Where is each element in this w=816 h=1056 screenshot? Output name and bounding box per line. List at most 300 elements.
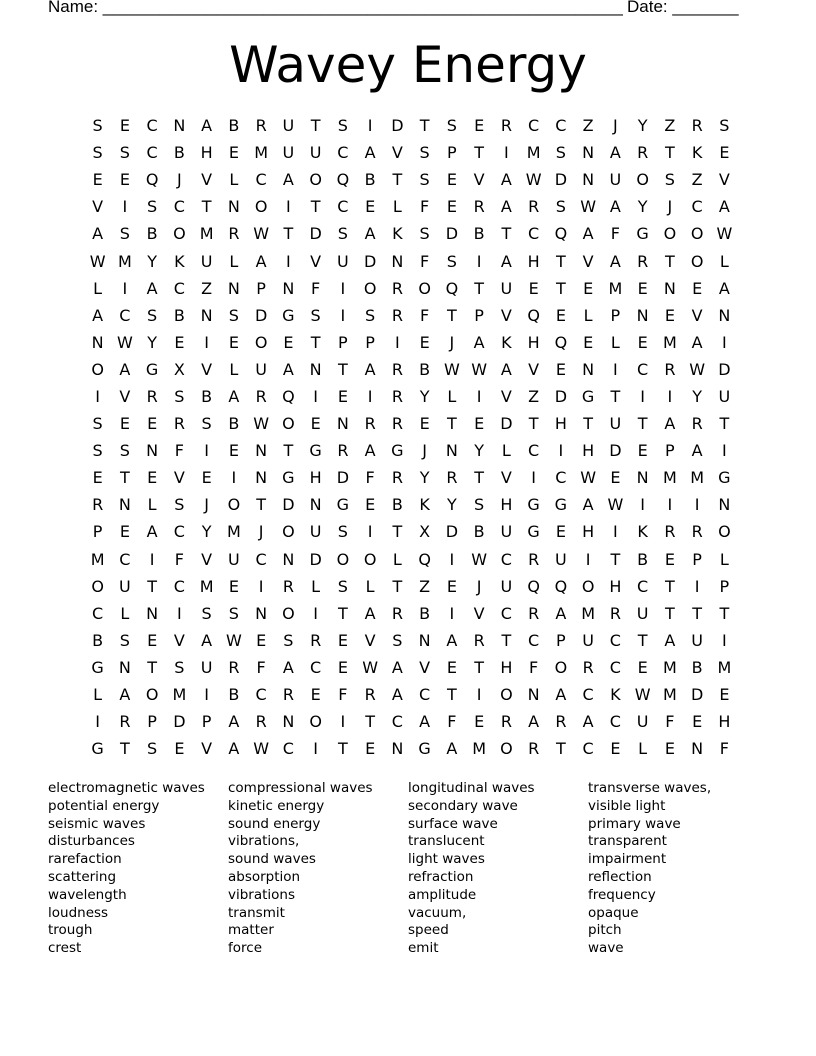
grid-letter: K: [419, 495, 430, 515]
grid-letter: E: [637, 441, 648, 461]
grid-letter: F: [420, 305, 430, 325]
grid-letter: A: [555, 603, 567, 623]
grid-letter: A: [364, 359, 376, 379]
grid-letter: I: [640, 386, 645, 406]
grid-letter: S: [119, 441, 130, 461]
grid-letter: N: [391, 251, 404, 271]
grid-letter: D: [309, 549, 322, 569]
grid-letter: I: [313, 603, 318, 623]
grid-letter: D: [391, 116, 404, 136]
grid-letter: N: [200, 305, 213, 325]
grid-letter: U: [309, 522, 322, 542]
grid-letter: A: [228, 386, 240, 406]
grid-letter: Q: [527, 576, 540, 596]
grid-letter: M: [662, 685, 677, 705]
grid-letter: I: [149, 549, 155, 569]
word-bank-item: seismic waves: [48, 815, 146, 832]
grid-letter: I: [722, 332, 727, 352]
grid-letter: H: [582, 441, 595, 461]
grid-letter: I: [667, 386, 673, 406]
grid-letter: F: [610, 224, 620, 244]
grid-letter: E: [637, 332, 648, 352]
grid-letter: T: [392, 576, 403, 596]
word-bank-item: secondary wave: [408, 797, 518, 814]
grid-letter: R: [391, 386, 403, 406]
grid-letter: C: [173, 197, 185, 217]
grid-letter: V: [473, 603, 485, 623]
grid-letter: R: [391, 603, 403, 623]
grid-letter: R: [391, 305, 403, 325]
word-bank-item: compressional waves: [228, 780, 373, 796]
grid-letter: E: [692, 712, 703, 732]
grid-letter: A: [446, 739, 458, 759]
grid-letter: E: [365, 197, 376, 217]
grid-letter: L: [583, 305, 593, 325]
grid-letter: N: [146, 441, 159, 461]
grid-letter: E: [446, 197, 457, 217]
grid-letter: R: [528, 739, 540, 759]
grid-letter: N: [582, 359, 595, 379]
grid-letter: V: [201, 549, 213, 569]
grid-letter: R: [664, 359, 676, 379]
grid-letter: L: [311, 576, 321, 596]
grid-letter: T: [446, 414, 457, 434]
grid-letter: E: [610, 468, 621, 488]
grid-letter: S: [92, 414, 103, 434]
grid-letter: V: [201, 739, 213, 759]
worksheet-header: [0, 0, 816, 21]
grid-letter: T: [446, 685, 457, 705]
grid-row: [84, 627, 738, 654]
grid-letter: K: [174, 251, 185, 271]
grid-letter: L: [638, 739, 648, 759]
grid-row: [84, 518, 738, 545]
grid-letter: E: [365, 739, 376, 759]
grid-letter: M: [199, 576, 214, 596]
grid-row: [84, 654, 738, 681]
grid-letter: T: [474, 278, 485, 298]
grid-letter: U: [500, 278, 513, 298]
grid-letter: E: [555, 305, 566, 325]
grid-letter: F: [447, 712, 457, 732]
grid-letter: T: [446, 305, 457, 325]
grid-letter: I: [122, 197, 128, 217]
word-bank-item: scattering: [48, 868, 117, 885]
grid-letter: J: [177, 170, 182, 190]
grid-letter: K: [691, 143, 703, 163]
grid-letter: S: [419, 143, 430, 163]
grid-letter: R: [691, 414, 703, 434]
grid-letter: B: [228, 116, 240, 136]
grid-letter: I: [640, 495, 645, 515]
grid-letter: T: [501, 630, 512, 650]
grid-letter: O: [500, 739, 513, 759]
grid-letter: R: [282, 685, 294, 705]
grid-letter: E: [337, 630, 348, 650]
grid-letter: E: [310, 414, 321, 434]
grid-letter: L: [93, 685, 103, 705]
grid-letter: C: [146, 116, 158, 136]
grid-letter: Q: [418, 549, 431, 569]
grid-letter: A: [419, 712, 431, 732]
grid-letter: O: [336, 549, 350, 569]
grid-letter: S: [474, 495, 485, 515]
grid-letter: T: [256, 495, 267, 515]
grid-letter: Q: [445, 278, 459, 298]
grid-letter: O: [363, 549, 377, 569]
grid-letter: N: [227, 197, 240, 217]
grid-letter: Z: [582, 116, 594, 136]
grid-letter: R: [528, 549, 540, 569]
grid-letter: A: [364, 224, 376, 244]
grid-row: [84, 681, 738, 708]
name-field-label: Name: _______________________________________________________: [48, 0, 623, 16]
grid-letter: T: [147, 657, 158, 677]
grid-letter: L: [229, 359, 239, 379]
grid-letter: S: [337, 224, 348, 244]
grid-letter: F: [256, 657, 266, 677]
grid-letter: T: [583, 414, 594, 434]
grid-letter: C: [637, 359, 649, 379]
grid-letter: F: [665, 712, 675, 732]
grid-letter: T: [664, 603, 675, 623]
grid-row: [84, 166, 738, 193]
grid-letter: D: [309, 224, 322, 244]
grid-letter: T: [310, 116, 321, 136]
grid-letter: I: [476, 251, 482, 271]
grid-letter: B: [419, 603, 431, 623]
grid-letter: O: [282, 603, 295, 623]
grid-letter: F: [420, 197, 430, 217]
grid-letter: Q: [145, 170, 159, 190]
grid-letter: R: [255, 712, 267, 732]
grid-letter: T: [555, 251, 566, 271]
grid-letter: T: [119, 739, 130, 759]
grid-letter: Z: [528, 386, 540, 406]
grid-letter: Y: [419, 468, 430, 488]
grid-letter: O: [718, 522, 731, 542]
word-bank-item: vibrations,: [228, 833, 300, 850]
grid-letter: W: [362, 657, 379, 677]
grid-letter: I: [694, 576, 700, 596]
grid-row: [84, 464, 738, 491]
grid-letter: I: [313, 386, 318, 406]
grid-letter: V: [119, 386, 131, 406]
grid-letter: O: [91, 576, 104, 596]
grid-letter: V: [173, 630, 185, 650]
grid-letter: N: [636, 305, 649, 325]
grid-letter: W: [689, 359, 706, 379]
grid-letter: M: [662, 657, 677, 677]
grid-letter: O: [227, 495, 241, 515]
grid-letter: M: [690, 468, 705, 488]
grid-letter: U: [337, 251, 349, 271]
grid-letter: H: [554, 414, 567, 434]
grid-letter: S: [92, 143, 103, 163]
grid-letter: R: [555, 712, 567, 732]
grid-letter: B: [473, 224, 485, 244]
grid-letter: E: [147, 468, 158, 488]
grid-letter: A: [473, 332, 485, 352]
grid-row: [84, 112, 738, 139]
grid-letter: B: [364, 170, 376, 190]
grid-letter: N: [282, 278, 295, 298]
grid-letter: E: [201, 468, 212, 488]
grid-letter: C: [500, 603, 512, 623]
word-bank-item: rarefaction: [48, 851, 122, 868]
grid-letter: E: [147, 630, 158, 650]
grid-letter: U: [309, 143, 322, 163]
grid-letter: C: [173, 576, 185, 596]
grid-letter: I: [367, 386, 373, 406]
grid-letter: K: [501, 332, 512, 352]
grid-letter: Q: [527, 305, 540, 325]
grid-letter: T: [392, 522, 403, 542]
grid-letter: D: [445, 522, 459, 542]
grid-letter: U: [500, 576, 513, 596]
word-bank-item: sound waves: [228, 851, 316, 868]
grid-letter: A: [582, 224, 594, 244]
grid-letter: V: [173, 468, 185, 488]
grid-letter: C: [173, 522, 185, 542]
grid-letter: U: [255, 359, 267, 379]
grid-letter: B: [173, 305, 185, 325]
word-bank-item: absorption: [228, 868, 301, 885]
word-bank-item: loudness: [48, 904, 109, 921]
grid-letter: A: [446, 630, 458, 650]
grid-letter: K: [637, 522, 648, 542]
grid-letter: I: [340, 278, 346, 298]
grid-letter: I: [613, 359, 618, 379]
grid-letter: T: [392, 170, 403, 190]
grid-letter: M: [172, 685, 187, 705]
grid-letter: O: [363, 278, 377, 298]
grid-letter: S: [419, 224, 430, 244]
grid-letter: B: [391, 495, 403, 515]
grid-letter: P: [610, 305, 621, 325]
grid-letter: W: [525, 170, 542, 190]
grid-letter: Y: [637, 197, 648, 217]
grid-letter: I: [367, 522, 373, 542]
grid-letter: E: [664, 549, 675, 569]
grid-letter: F: [365, 468, 375, 488]
grid-letter: C: [173, 278, 185, 298]
grid-letter: V: [310, 251, 322, 271]
grid-letter: E: [92, 170, 103, 190]
grid-letter: U: [200, 657, 213, 677]
grid-letter: V: [419, 657, 431, 677]
grid-letter: D: [363, 251, 377, 271]
grid-row: [84, 573, 738, 600]
grid-letter: S: [446, 116, 457, 136]
grid-letter: T: [664, 143, 675, 163]
grid-letter: T: [283, 441, 294, 461]
grid-letter: M: [254, 143, 269, 163]
grid-letter: J: [258, 522, 264, 542]
grid-letter: I: [340, 305, 346, 325]
grid-letter: R: [473, 197, 485, 217]
grid-letter: D: [500, 414, 513, 434]
grid-letter: S: [283, 630, 294, 650]
grid-letter: R: [691, 522, 703, 542]
grid-letter: A: [364, 441, 376, 461]
grid-letter: I: [204, 441, 209, 461]
grid-letter: A: [255, 251, 267, 271]
word-bank-item: force: [228, 940, 262, 957]
grid-letter: I: [395, 332, 400, 352]
grid-letter: I: [449, 603, 455, 623]
grid-letter: A: [691, 332, 703, 352]
grid-letter: Q: [336, 170, 350, 190]
grid-letter: V: [92, 197, 104, 217]
grid-letter: N: [282, 549, 295, 569]
grid-letter: Y: [446, 495, 457, 515]
grid-letter: I: [558, 441, 564, 461]
grid-letter: I: [231, 468, 237, 488]
grid-letter: E: [310, 685, 321, 705]
grid-letter: C: [528, 116, 540, 136]
grid-letter: C: [337, 197, 349, 217]
grid-letter: D: [609, 441, 622, 461]
grid-letter: N: [173, 116, 186, 136]
grid-letter: R: [528, 197, 540, 217]
grid-letter: D: [282, 495, 295, 515]
grid-letter: E: [474, 414, 485, 434]
word-bank-item: primary wave: [588, 815, 681, 832]
word-bank-item: sound energy: [228, 815, 321, 832]
grid-letter: H: [609, 576, 622, 596]
grid-row: [84, 708, 738, 735]
grid-letter: O: [173, 224, 186, 244]
grid-letter: L: [229, 251, 239, 271]
grid-letter: N: [527, 685, 540, 705]
grid-letter: B: [473, 522, 485, 542]
grid-letter: C: [146, 143, 158, 163]
grid-letter: E: [555, 522, 566, 542]
word-bank-item: longitudinal waves: [408, 780, 535, 796]
grid-letter: O: [254, 332, 268, 352]
grid-letter: C: [609, 630, 621, 650]
grid-letter: I: [286, 251, 291, 271]
grid-letter: I: [204, 685, 209, 705]
word-bank-item: kinetic energy: [228, 797, 325, 814]
grid-letter: A: [364, 143, 376, 163]
grid-letter: G: [418, 739, 431, 759]
grid-letter: C: [255, 170, 267, 190]
grid-letter: R: [391, 414, 403, 434]
grid-letter: G: [391, 441, 404, 461]
grid-letter: T: [501, 224, 512, 244]
grid-letter: T: [692, 603, 703, 623]
grid-letter: P: [447, 143, 457, 163]
grid-letter: A: [500, 197, 512, 217]
grid-letter: T: [474, 143, 485, 163]
grid-letter: S: [147, 739, 158, 759]
grid-letter: U: [609, 170, 622, 190]
grid-letter: T: [664, 251, 675, 271]
grid-letter: P: [665, 441, 675, 461]
word-bank-item: crest: [48, 940, 82, 957]
grid-letter: P: [474, 305, 484, 325]
grid-letter: G: [718, 468, 731, 488]
grid-letter: F: [174, 549, 184, 569]
grid-letter: A: [201, 116, 213, 136]
grid-letter: O: [581, 576, 595, 596]
grid-letter: O: [145, 685, 159, 705]
grid-letter: I: [340, 712, 346, 732]
word-bank-item: reflection: [588, 868, 652, 885]
grid-letter: A: [391, 657, 403, 677]
grid-letter: L: [501, 441, 511, 461]
grid-letter: I: [177, 603, 182, 623]
grid-letter: G: [527, 522, 540, 542]
grid-letter: B: [92, 630, 104, 650]
grid-letter: S: [555, 143, 566, 163]
grid-letter: T: [119, 468, 130, 488]
grid-letter: D: [690, 685, 704, 705]
grid-letter: E: [555, 359, 566, 379]
grid-row: [84, 546, 738, 573]
grid-letter: B: [173, 143, 185, 163]
grid-letter: R: [228, 224, 240, 244]
word-bank-item: speed: [408, 922, 449, 939]
grid-letter: W: [471, 359, 488, 379]
grid-letter: L: [229, 170, 239, 190]
grid-letter: U: [282, 143, 295, 163]
grid-letter: N: [582, 143, 595, 163]
grid-letter: R: [500, 116, 512, 136]
grid-letter: E: [610, 739, 621, 759]
grid-letter: Z: [201, 278, 213, 298]
grid-letter: I: [122, 278, 128, 298]
grid-letter: M: [662, 332, 677, 352]
grid-letter: G: [309, 441, 322, 461]
grid-letter: E: [228, 576, 239, 596]
grid-letter: T: [637, 414, 648, 434]
grid-letter: A: [201, 630, 213, 650]
grid-letter: T: [528, 414, 539, 434]
grid-letter: P: [692, 549, 702, 569]
grid-letter: E: [119, 170, 130, 190]
grid-letter: S: [119, 143, 130, 163]
grid-letter: S: [174, 657, 185, 677]
grid-letter: C: [582, 685, 594, 705]
grid-letter: N: [718, 495, 731, 515]
grid-letter: U: [228, 549, 240, 569]
grid-letter: S: [664, 170, 675, 190]
grid-letter: T: [664, 576, 675, 596]
grid-letter: G: [554, 495, 568, 515]
grid-letter: D: [554, 170, 568, 190]
grid-letter: E: [583, 332, 594, 352]
grid-row: [84, 247, 738, 274]
grid-letter: W: [580, 197, 597, 217]
grid-letter: B: [201, 386, 213, 406]
grid-letter: H: [527, 251, 540, 271]
grid-letter: W: [225, 630, 242, 650]
grid-row: [84, 275, 738, 302]
grid-letter: G: [636, 224, 649, 244]
grid-letter: M: [90, 549, 105, 569]
grid-letter: L: [120, 603, 130, 623]
grid-letter: Q: [554, 332, 568, 352]
grid-letter: N: [582, 170, 595, 190]
grid-letter: I: [286, 197, 291, 217]
grid-letter: S: [92, 441, 103, 461]
grid-letter: E: [446, 170, 457, 190]
grid-letter: N: [445, 441, 458, 461]
grid-letter: T: [365, 712, 376, 732]
